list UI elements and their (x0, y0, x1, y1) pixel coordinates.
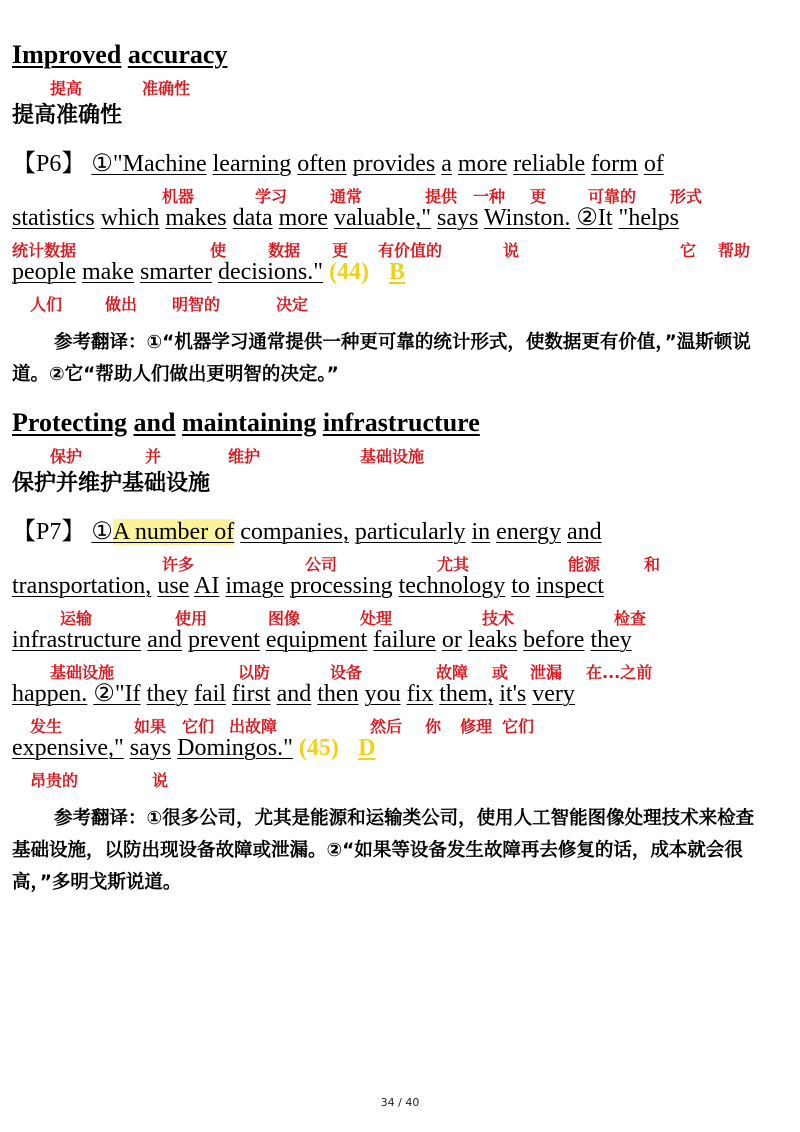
word-gloss: 数据 (268, 241, 301, 260)
answer-letter: D (358, 735, 376, 761)
word-gloss: 昂贵的 (30, 771, 79, 790)
word: failure (373, 627, 436, 653)
heading-gloss: 并 (145, 447, 162, 466)
heading-translation: 提高准确性 (12, 103, 123, 128)
word-gloss: 泄漏 (530, 663, 563, 682)
word: and (567, 519, 602, 545)
word-gloss: 统计数据 (12, 241, 77, 260)
word: often (297, 151, 347, 177)
word-gloss: 修理 (460, 717, 493, 736)
question-number: (45) (298, 735, 339, 761)
word: ②"If (93, 681, 141, 707)
word: they (146, 681, 188, 707)
p7-line-2 (12, 572, 604, 600)
word-gloss: 尤其 (437, 555, 470, 574)
heading-word: infrastructure (322, 408, 480, 437)
word: people (12, 259, 76, 285)
word: it's (499, 681, 527, 707)
word: says (437, 205, 479, 231)
word: companies, (240, 519, 349, 545)
word: says (129, 735, 172, 761)
word: processing (289, 573, 393, 599)
word: makes (165, 205, 227, 231)
p7-line-5 (12, 734, 389, 762)
word: first (231, 681, 271, 707)
word: data (232, 205, 273, 231)
word: provides (352, 151, 436, 177)
word: expensive," (12, 735, 124, 761)
word: form (591, 151, 638, 177)
word: equipment (265, 627, 368, 653)
word: particularly (354, 519, 466, 545)
heading-word: Protecting (12, 408, 128, 437)
heading-word: and (133, 408, 176, 437)
word-gloss: 决定 (276, 295, 309, 314)
word-gloss: 和 (644, 555, 661, 574)
word: and (147, 627, 182, 653)
word-gloss: 提供 (425, 187, 458, 206)
p6-line-2 (12, 204, 679, 232)
word-gloss: 机器 (162, 187, 195, 206)
word-gloss: 公司 (305, 555, 338, 574)
word: to (511, 573, 530, 599)
word-gloss: 学习 (255, 187, 288, 206)
word-gloss: 帮助 (718, 241, 751, 260)
word-gloss: 处理 (360, 609, 393, 628)
word-gloss: 说 (503, 241, 520, 260)
p7-line-4 (12, 680, 575, 708)
word-gloss: 能源 (568, 555, 601, 574)
word: and (276, 681, 312, 707)
word-gloss: 明智的 (172, 295, 221, 314)
word: ①"Machine (91, 151, 207, 177)
word: a (441, 151, 452, 177)
word: use (157, 573, 190, 599)
word: in (471, 519, 491, 545)
p6-line-1 (12, 150, 664, 178)
word: then (317, 681, 359, 707)
word: you (364, 681, 401, 707)
p7-line-1 (12, 518, 602, 546)
word-gloss: 说 (152, 771, 169, 790)
word: prevent (187, 627, 260, 653)
word: make (81, 259, 134, 285)
word-gloss: 然后 (370, 717, 403, 736)
word: which (100, 205, 160, 231)
translation-text: 参考翻译：①很多公司，尤其是能源和运输类公司，使用人工智能图像处理技术来检查基础设施，以防出现设备故障或泄漏。②“如果等设备发生故障再去修复的话，成本就会很高，”多明戈斯说道。 (12, 808, 755, 893)
heading-gloss: 维护 (228, 447, 261, 466)
question-number: (44) (329, 259, 370, 285)
word-gloss: 使用 (175, 609, 208, 628)
word: very (532, 681, 575, 707)
word-gloss: 图像 (268, 609, 301, 628)
word: leaks (467, 627, 518, 653)
word-gloss: 设备 (330, 663, 363, 682)
heading-gloss: 提高 (50, 79, 83, 98)
word: energy (496, 519, 561, 545)
word-gloss: 运输 (60, 609, 93, 628)
section-heading-improved-accuracy (12, 40, 227, 70)
word-gloss: 使 (210, 241, 227, 260)
heading-gloss: 基础设施 (360, 447, 425, 466)
word: ① (91, 519, 113, 545)
word: infrastructure (12, 627, 142, 653)
heading-translation: 保护并维护基础设施 (12, 471, 211, 496)
reference-translation (12, 803, 772, 899)
word-gloss: 基础设施 (50, 663, 115, 682)
paragraph-label: 【P7】 (12, 519, 86, 545)
p6-line-3 (12, 258, 419, 286)
word: happen. (12, 681, 88, 707)
word: more (457, 151, 508, 177)
word: of (643, 151, 664, 177)
word: inspect (535, 573, 604, 599)
word: before (523, 627, 585, 653)
word-gloss: 在...之前 (586, 663, 653, 682)
word-gloss: 或 (492, 663, 509, 682)
word: learning (212, 151, 292, 177)
word-gloss: 人们 (30, 295, 63, 314)
word-gloss: 更 (332, 241, 349, 260)
word-gloss: 故障 (436, 663, 469, 682)
reference-translation (12, 327, 772, 391)
word: fix (406, 681, 434, 707)
word: reliable (513, 151, 586, 177)
word: transportation, (12, 573, 152, 599)
word-gloss: 技术 (482, 609, 515, 628)
highlighted-phrase: A number of (112, 519, 235, 545)
answer-letter: B (389, 259, 406, 285)
word-gloss: 有价值的 (378, 241, 443, 260)
word-gloss: 你 (425, 717, 442, 736)
word: fail (193, 681, 226, 707)
word: them, (439, 681, 494, 707)
translation-text: 参考翻译：①“机器学习通常提供一种更可靠的统计形式，使数据更有价值，”温斯顿说道。②它“帮助人们做出更明智的决定。” (12, 332, 751, 385)
page-number: 34 / 40 (380, 1096, 420, 1109)
word: "helps (618, 205, 679, 231)
word-gloss: 形式 (670, 187, 703, 206)
p7-line-3 (12, 626, 632, 654)
word-gloss: 通常 (330, 187, 363, 206)
word: AI (194, 573, 220, 599)
word: valuable," (333, 205, 432, 231)
word: more (278, 205, 328, 231)
word: Winston. (483, 205, 571, 231)
word: Domingos." (177, 735, 293, 761)
word-gloss: 它们 (182, 717, 215, 736)
word-gloss: 它 (680, 241, 697, 260)
word-gloss: 检查 (614, 609, 647, 628)
heading-word: Improved (12, 40, 122, 69)
word: technology (398, 573, 506, 599)
heading-gloss: 准确性 (142, 79, 191, 98)
word-gloss: 一种 (473, 187, 506, 206)
word: statistics (12, 205, 95, 231)
word-gloss: 出故障 (229, 717, 278, 736)
word-gloss: 可靠的 (588, 187, 637, 206)
word-gloss: 更 (530, 187, 547, 206)
word: smarter (139, 259, 212, 285)
heading-word: accuracy (127, 40, 228, 69)
section-heading-protecting-infrastructure (12, 408, 480, 438)
word-gloss: 如果 (134, 717, 167, 736)
word: image (225, 573, 284, 599)
word-gloss: 做出 (105, 295, 138, 314)
word: they (590, 627, 632, 653)
word: or (441, 627, 462, 653)
word-gloss: 发生 (30, 717, 63, 736)
word: ②It (576, 205, 613, 231)
word-gloss: 许多 (162, 555, 195, 574)
heading-word: maintaining (181, 408, 317, 437)
word-gloss: 它们 (502, 717, 535, 736)
word: decisions." (217, 259, 324, 285)
word-gloss: 以防 (238, 663, 271, 682)
paragraph-label: 【P6】 (12, 151, 86, 177)
heading-gloss: 保护 (50, 447, 83, 466)
